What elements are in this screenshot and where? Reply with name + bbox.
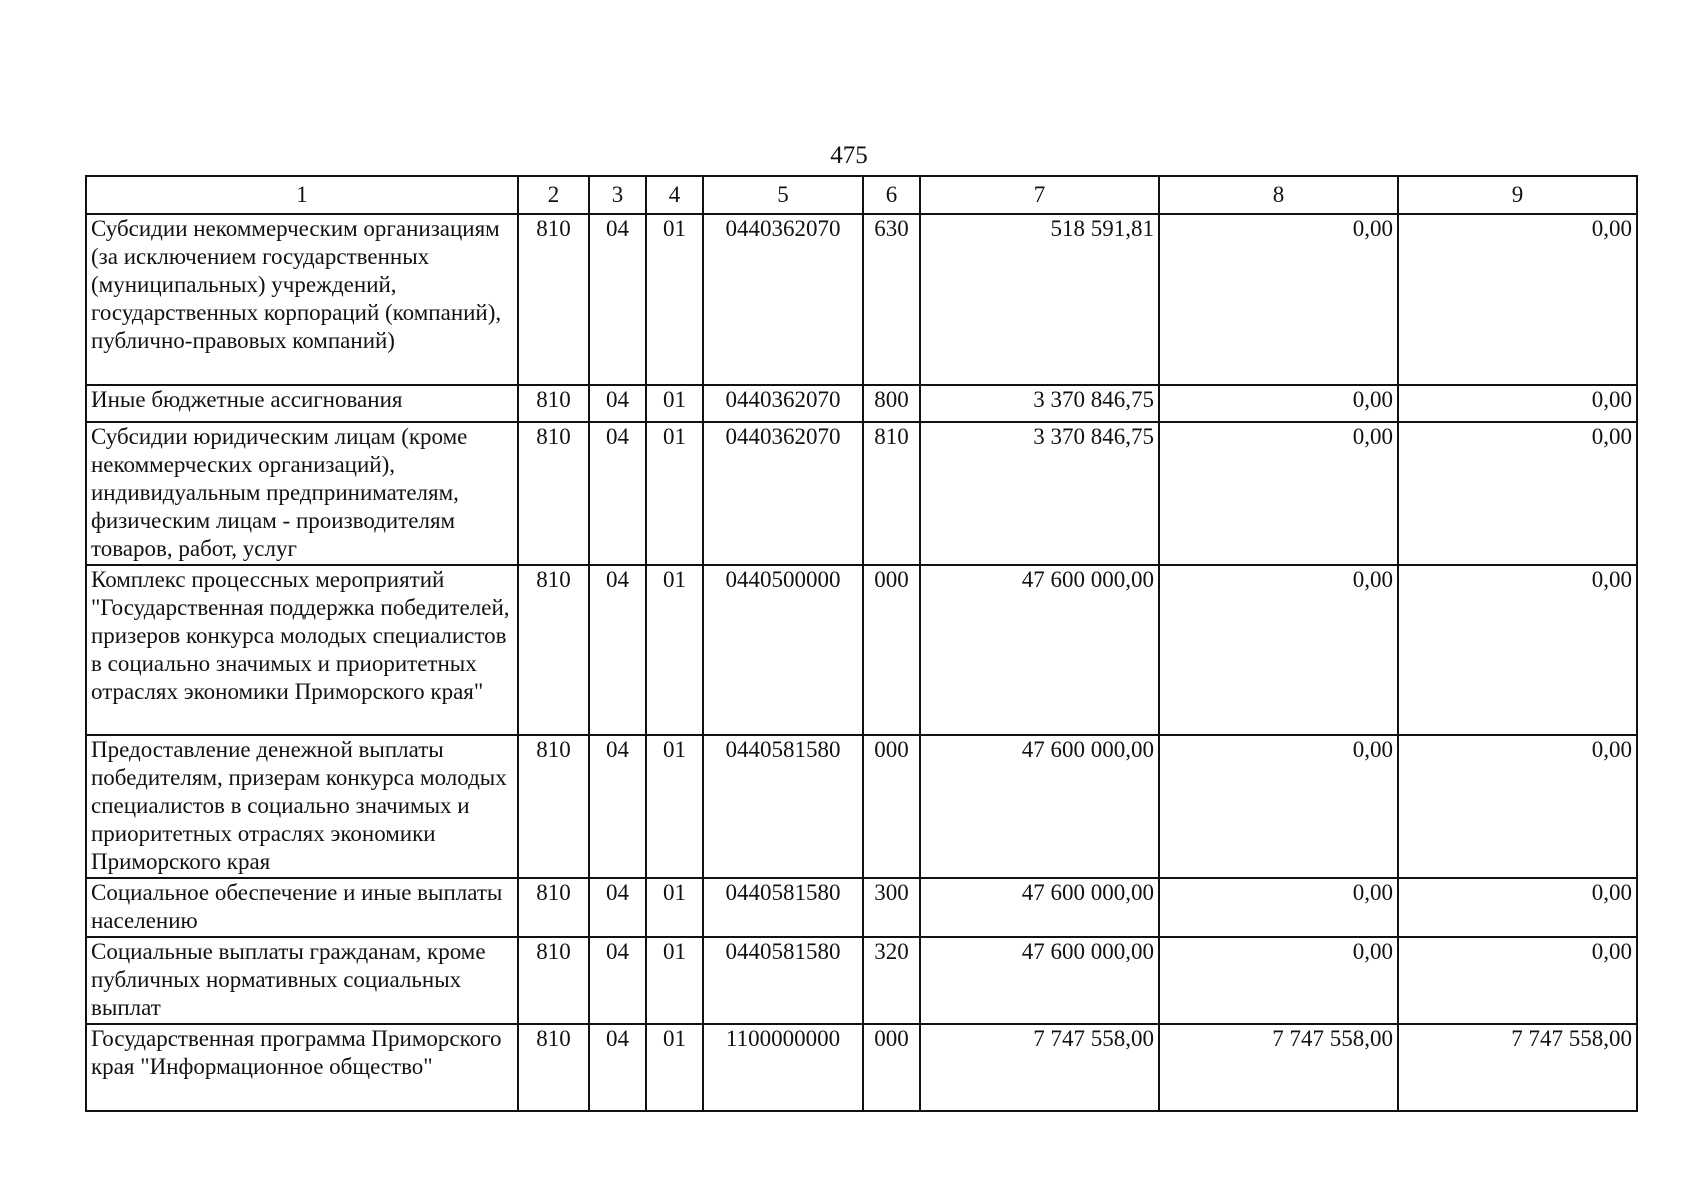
cell-col4: 01	[646, 1024, 703, 1111]
row-name: Социальное обеспечение и иные выплаты населению	[86, 878, 518, 937]
cell-col5: 0440362070	[703, 385, 863, 422]
table-row	[86, 385, 1637, 422]
cell-col9: 0,00	[1398, 735, 1637, 878]
row-name: Социальные выплаты гражданам, кроме публичных нормативных социальных выплат	[86, 937, 518, 1024]
row-name: Субсидии некоммерческим организациям (за исключением государственных (муниципальных) учреждений, государственных корпораций (компаний), публично-правовых компаний)	[86, 214, 518, 385]
cell-col7: 3 370 846,75	[920, 385, 1159, 422]
column-header: 1	[86, 176, 518, 214]
cell-col8: 0,00	[1159, 385, 1398, 422]
cell-col4: 01	[646, 422, 703, 565]
column-header: 5	[703, 176, 863, 214]
cell-col8: 0,00	[1159, 214, 1398, 385]
cell-col5: 0440362070	[703, 422, 863, 565]
cell-col2: 810	[518, 878, 589, 937]
cell-col5: 0440362070	[703, 214, 863, 385]
row-name: Иные бюджетные ассигнования	[86, 385, 518, 422]
column-header: 3	[589, 176, 646, 214]
cell-col8: 0,00	[1159, 422, 1398, 565]
cell-col6: 000	[863, 1024, 920, 1111]
cell-col3: 04	[589, 735, 646, 878]
cell-col5: 0440500000	[703, 565, 863, 735]
column-header: 7	[920, 176, 1159, 214]
header-row	[86, 176, 1637, 214]
column-header: 9	[1398, 176, 1637, 214]
cell-col5: 0440581580	[703, 735, 863, 878]
cell-col7: 3 370 846,75	[920, 422, 1159, 565]
column-header: 8	[1159, 176, 1398, 214]
cell-col8: 0,00	[1159, 565, 1398, 735]
cell-col8: 7 747 558,00	[1159, 1024, 1398, 1111]
cell-col3: 04	[589, 214, 646, 385]
cell-col2: 810	[518, 422, 589, 565]
cell-col4: 01	[646, 565, 703, 735]
cell-col6: 320	[863, 937, 920, 1024]
cell-col7: 47 600 000,00	[920, 937, 1159, 1024]
cell-col2: 810	[518, 937, 589, 1024]
column-header: 6	[863, 176, 920, 214]
table-row	[86, 878, 1637, 937]
table-row	[86, 1024, 1637, 1111]
cell-col4: 01	[646, 878, 703, 937]
cell-col2: 810	[518, 1024, 589, 1111]
cell-col8: 0,00	[1159, 735, 1398, 878]
page-number: 475	[830, 142, 868, 169]
cell-col7: 47 600 000,00	[920, 565, 1159, 735]
cell-col9: 0,00	[1398, 937, 1637, 1024]
cell-col6: 810	[863, 422, 920, 565]
cell-col6: 800	[863, 385, 920, 422]
cell-col4: 01	[646, 385, 703, 422]
row-name: Предоставление денежной выплаты победителям, призерам конкурса молодых специалистов в социально значимых и приоритетных отраслях экономики Приморского края	[86, 735, 518, 878]
cell-col5: 0440581580	[703, 937, 863, 1024]
cell-col8: 0,00	[1159, 937, 1398, 1024]
cell-col9: 0,00	[1398, 214, 1637, 385]
cell-col7: 518 591,81	[920, 214, 1159, 385]
cell-col6: 300	[863, 878, 920, 937]
cell-col7: 47 600 000,00	[920, 878, 1159, 937]
column-header: 2	[518, 176, 589, 214]
cell-col7: 7 747 558,00	[920, 1024, 1159, 1111]
column-header: 4	[646, 176, 703, 214]
cell-col4: 01	[646, 937, 703, 1024]
cell-col2: 810	[518, 565, 589, 735]
cell-col9: 7 747 558,00	[1398, 1024, 1637, 1111]
cell-col6: 000	[863, 735, 920, 878]
cell-col4: 01	[646, 735, 703, 878]
cell-col6: 000	[863, 565, 920, 735]
cell-col4: 01	[646, 214, 703, 385]
cell-col2: 810	[518, 735, 589, 878]
row-name: Субсидии юридическим лицам (кроме некоммерческих организаций), индивидуальным предпринимателям, физическим лицам - производителям товаров, работ, услуг	[86, 422, 518, 565]
cell-col3: 04	[589, 1024, 646, 1111]
cell-col3: 04	[589, 385, 646, 422]
table-row	[86, 735, 1637, 878]
table-row	[86, 422, 1637, 565]
cell-col9: 0,00	[1398, 422, 1637, 565]
table-row	[86, 565, 1637, 735]
cell-col8: 0,00	[1159, 878, 1398, 937]
cell-col9: 0,00	[1398, 565, 1637, 735]
cell-col9: 0,00	[1398, 385, 1637, 422]
cell-col3: 04	[589, 422, 646, 565]
cell-col5: 0440581580	[703, 878, 863, 937]
table-row	[86, 214, 1637, 385]
row-name: Государственная программа Приморского края "Информационное общество"	[86, 1024, 518, 1111]
cell-col2: 810	[518, 385, 589, 422]
budget-table	[85, 175, 1638, 1112]
cell-col3: 04	[589, 937, 646, 1024]
cell-col5: 1100000000	[703, 1024, 863, 1111]
cell-col3: 04	[589, 565, 646, 735]
cell-col7: 47 600 000,00	[920, 735, 1159, 878]
cell-col2: 810	[518, 214, 589, 385]
row-name: Комплекс процессных мероприятий "Государственная поддержка победителей, призеров конкурса молодых специалистов в социально значимых и приоритетных отраслях экономики Приморского края"	[86, 565, 518, 735]
cell-col6: 630	[863, 214, 920, 385]
cell-col9: 0,00	[1398, 878, 1637, 937]
table-row	[86, 937, 1637, 1024]
cell-col3: 04	[589, 878, 646, 937]
